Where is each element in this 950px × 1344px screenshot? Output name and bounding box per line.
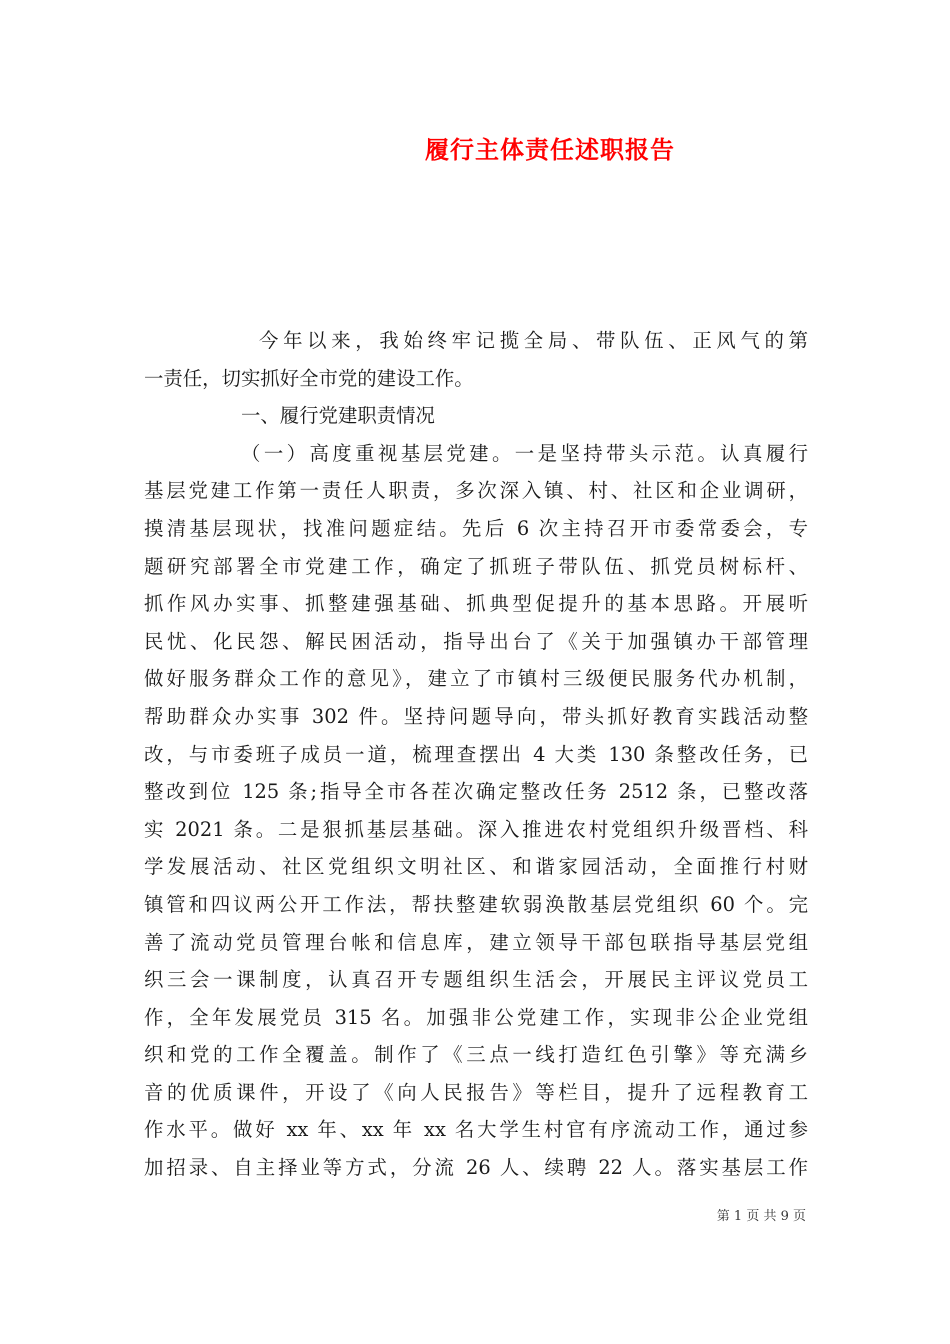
paragraph-line: 一责任，切实抓好全市党的建设工作。 [144, 366, 474, 390]
paragraph-line: 实 2021 条。二是狠抓基层基础。深入推进农村党组织升级晋档、科 [144, 817, 808, 841]
paragraph-line: 织和党的工作全覆盖。制作了《三点一线打造红色引擎》等充满乡 [144, 1043, 808, 1067]
paragraph-line: 基层党建工作第一责任人职责，多次深入镇、村、社区和企业调研， [144, 479, 808, 503]
paragraph-line: 题研究部署全市党建工作，确定了抓班子带队伍、抓党员树标杆、 [144, 554, 808, 578]
paragraph-line: 帮助群众办实事 302 件。坚持问题导向，带头抓好教育实践活动整 [144, 704, 808, 728]
paragraph-line: 镇管和四议两公开工作法，帮扶整建软弱涣散基层党组织 60 个。完 [144, 892, 808, 916]
document-title: 履行主体责任述职报告 [425, 135, 675, 164]
paragraph-line: 织三会一课制度，认真召开专题组织生活会，开展民主评议党员工 [144, 968, 808, 992]
section-heading: 一、履行党建职责情况 [241, 404, 435, 428]
paragraph-line: 音的优质课件，开设了《向人民报告》等栏目，提升了远程教育工 [144, 1080, 808, 1104]
paragraph-line: 抓作风办实事、抓整建强基础、抓典型促提升的基本思路。开展听 [144, 592, 808, 616]
page-number: 第 1 页 共 9 页 [716, 1209, 806, 1224]
paragraph-line: 加招录、自主择业等方式，分流 26 人、续聘 22 人。落实基层工作 [144, 1156, 808, 1180]
paragraph-line: 善了流动党员管理台帐和信息库，建立领导干部包联指导基层党组 [144, 930, 808, 954]
paragraph-line: 今年以来，我始终牢记揽全局、带队伍、正风气的第 [259, 329, 808, 352]
paragraph-line: 学发展活动、社区党组织文明社区、和谐家园活动，全面推行村财 [144, 855, 808, 879]
paragraph-line: （一）高度重视基层党建。一是坚持带头示范。认真履行 [241, 441, 808, 465]
paragraph-line: 作水平。做好 xx 年、xx 年 xx 名大学生村官有序流动工作，通过参 [144, 1118, 808, 1142]
paragraph-line: 做好服务群众工作的意见》，建立了市镇村三级便民服务代办机制， [144, 667, 808, 691]
paragraph-line: 改，与市委班子成员一道，梳理查摆出 4 大类 130 条整改任务，已 [144, 742, 808, 766]
document-body [144, 322, 808, 1187]
paragraph-line: 民忧、化民怨、解民困活动，指导出台了《关于加强镇办干部管理 [144, 629, 808, 653]
paragraph-line: 作，全年发展党员 315 名。加强非公党建工作，实现非公企业党组 [144, 1005, 808, 1029]
paragraph-line: 摸清基层现状，找准问题症结。先后 6 次主持召开市委常委会，专 [144, 516, 808, 540]
paragraph-line: 整改到位 125 条;指导全市各茬次确定整改任务 2512 条，已整改落 [144, 780, 808, 804]
